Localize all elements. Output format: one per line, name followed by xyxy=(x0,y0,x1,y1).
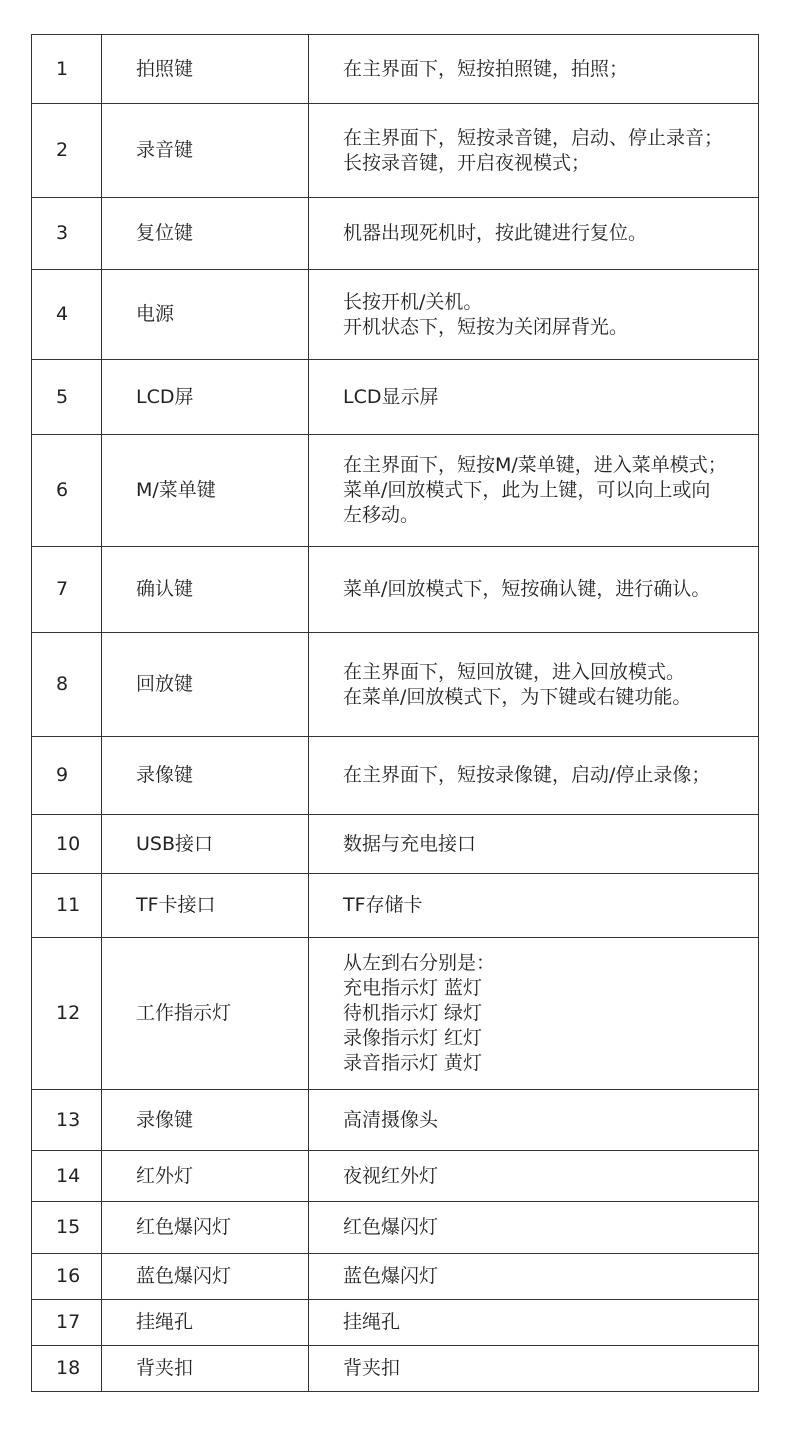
component-name: 背夹扣 xyxy=(102,1346,309,1392)
component-description xyxy=(309,1151,759,1202)
component-name: 工作指示灯 xyxy=(102,938,309,1090)
description-line: 录像指示灯 红灯 xyxy=(343,1027,483,1049)
description-line: LCD显示屏 xyxy=(343,385,439,408)
table-row xyxy=(32,737,759,815)
row-number: 17 xyxy=(32,1300,102,1346)
component-description xyxy=(309,1254,759,1300)
row-number: 16 xyxy=(32,1254,102,1300)
table-row xyxy=(32,633,759,737)
row-number: 7 xyxy=(32,547,102,633)
component-name: 录像键 xyxy=(102,1090,309,1151)
component-name: 挂绳孔 xyxy=(102,1300,309,1346)
description-line: TF存储卡 xyxy=(343,894,423,916)
function-table-body xyxy=(32,35,759,1392)
description-line: 在主界面下，短按录音键，启动、停止录音； xyxy=(343,126,724,149)
component-description xyxy=(309,1300,759,1346)
table-row xyxy=(32,35,759,104)
table-row xyxy=(32,547,759,633)
component-description xyxy=(309,35,759,104)
description-line: 高清摄像头 xyxy=(343,1108,439,1131)
component-name: USB接口 xyxy=(102,815,309,874)
component-description xyxy=(309,104,759,198)
table-row xyxy=(32,1202,759,1254)
row-number: 1 xyxy=(32,35,102,104)
component-name: M/菜单键 xyxy=(102,435,309,547)
description-line: 夜视红外灯 xyxy=(343,1164,439,1187)
description-line: 机器出现死机时，按此键进行复位。 xyxy=(343,222,648,244)
description-line: 蓝色爆闪灯 xyxy=(343,1265,439,1287)
table-row xyxy=(32,435,759,547)
component-name: 确认键 xyxy=(102,547,309,633)
component-name: TF卡接口 xyxy=(102,874,309,938)
table-row xyxy=(32,104,759,198)
component-name: 录音键 xyxy=(102,104,309,198)
component-name: 红色爆闪灯 xyxy=(102,1202,309,1254)
row-number: 11 xyxy=(32,874,102,938)
row-number: 14 xyxy=(32,1151,102,1202)
component-name: 拍照键 xyxy=(102,35,309,104)
description-line: 在主界面下，短按M/菜单键，进入菜单模式； xyxy=(343,454,727,476)
description-line: 长按开机/关机。 xyxy=(343,290,483,313)
description-line: 挂绳孔 xyxy=(343,1311,401,1333)
row-number: 15 xyxy=(32,1202,102,1254)
description-line: 充电指示灯 蓝灯 xyxy=(343,977,483,999)
description-line: 在主界面下，短按拍照键，拍照； xyxy=(343,57,629,80)
table-row xyxy=(32,198,759,270)
table-row xyxy=(32,1090,759,1151)
description-line: 在菜单/回放模式下，为下键或右键功能。 xyxy=(343,685,692,708)
component-description xyxy=(309,547,759,633)
description-line: 在主界面下，短按录像键，启动/停止录像； xyxy=(343,764,711,786)
component-name: 蓝色爆闪灯 xyxy=(102,1254,309,1300)
component-name: 录像键 xyxy=(102,737,309,815)
row-number: 18 xyxy=(32,1346,102,1392)
description-line: 背夹扣 xyxy=(343,1357,401,1379)
row-number: 13 xyxy=(32,1090,102,1151)
description-line: 从左到右分别是： xyxy=(343,952,496,974)
row-number: 2 xyxy=(32,104,102,198)
row-number: 10 xyxy=(32,815,102,874)
component-description xyxy=(309,737,759,815)
row-number: 6 xyxy=(32,435,102,547)
description-line: 左移动。 xyxy=(343,504,420,526)
table-row xyxy=(32,938,759,1090)
table-row xyxy=(32,1300,759,1346)
component-description xyxy=(309,198,759,270)
table-row xyxy=(32,1151,759,1202)
row-number: 4 xyxy=(32,270,102,360)
description-line: 菜单/回放模式下，短按确认键，进行确认。 xyxy=(343,578,711,600)
row-number: 12 xyxy=(32,938,102,1090)
function-table xyxy=(31,34,759,1392)
component-name: LCD屏 xyxy=(102,360,309,435)
row-number: 9 xyxy=(32,737,102,815)
description-line: 长按录音键，开启夜视模式； xyxy=(343,151,591,174)
component-description xyxy=(309,815,759,874)
component-name: 回放键 xyxy=(102,633,309,737)
description-line: 开机状态下，短按为关闭屏背光。 xyxy=(343,315,629,338)
component-description xyxy=(309,1202,759,1254)
description-line: 待机指示灯 绿灯 xyxy=(343,1002,483,1024)
component-description xyxy=(309,633,759,737)
component-name: 电源 xyxy=(102,270,309,360)
description-line: 红色爆闪灯 xyxy=(343,1216,439,1238)
table-row xyxy=(32,270,759,360)
description-line: 录音指示灯 黄灯 xyxy=(343,1052,483,1074)
component-name: 复位键 xyxy=(102,198,309,270)
component-description xyxy=(309,435,759,547)
row-number: 3 xyxy=(32,198,102,270)
component-name: 红外灯 xyxy=(102,1151,309,1202)
description-line: 在主界面下，短回放键，进入回放模式。 xyxy=(343,660,686,683)
row-number: 5 xyxy=(32,360,102,435)
table-row xyxy=(32,874,759,938)
description-line: 数据与充电接口 xyxy=(343,832,477,855)
component-description xyxy=(309,1090,759,1151)
table-row xyxy=(32,1254,759,1300)
table-row xyxy=(32,360,759,435)
row-number: 8 xyxy=(32,633,102,737)
component-description xyxy=(309,360,759,435)
component-description xyxy=(309,270,759,360)
component-description xyxy=(309,1346,759,1392)
description-line: 菜单/回放模式下，此为上键，可以向上或向 xyxy=(343,479,711,501)
table-row xyxy=(32,815,759,874)
component-description xyxy=(309,938,759,1090)
component-description xyxy=(309,874,759,938)
table-row xyxy=(32,1346,759,1392)
